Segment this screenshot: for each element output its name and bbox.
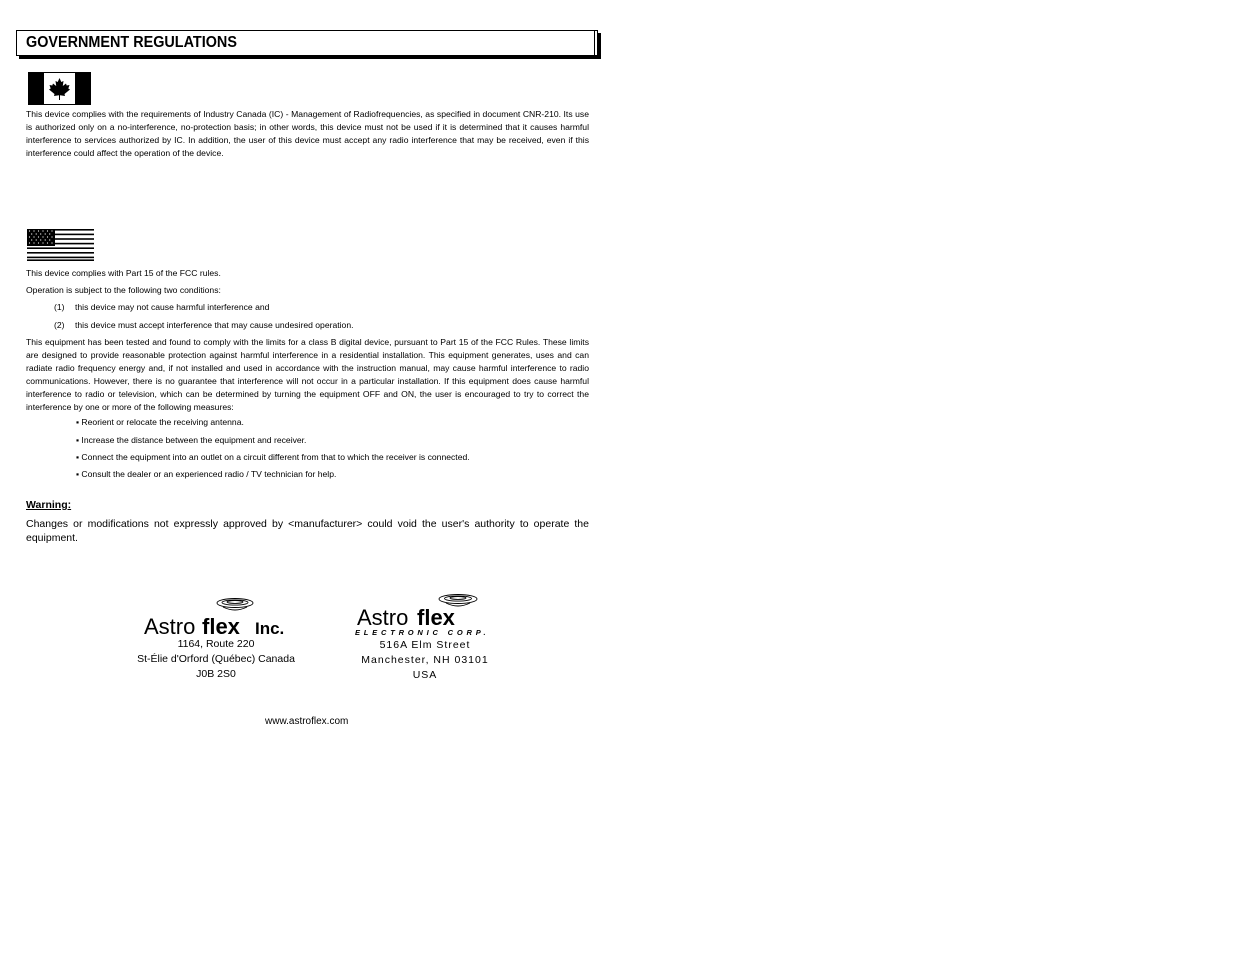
company1-address-line: 1164, Route 220 [177,638,255,650]
warning-heading: Warning: [26,499,72,511]
company2-address-line: USA [412,669,438,681]
condition-1-number: (1) [54,302,65,312]
measure-item: ▪ Connect the equipment into an outlet on a circuit different from that to which the receiver is connected. [76,452,470,462]
condition-1-text: this device may not cause harmful interference and [75,302,270,312]
fcc-line-2: Operation is subject to the following two conditions: [26,285,221,295]
logo1-text-flex: flex [202,614,240,637]
fcc-compliance-text: This equipment has been tested and found to comply with the limits for a class B digital device, pursuant to Part 15 of the FCC Rules. These limits are designed to provide reasonable protection against harmful interference in a residential installation. This equipment generates, uses and can radiate radio frequency energy and, if not installed and used in accordance with the instruction manual, may cause harmful interference to radio communications. However, there is no guarantee that interference will not occur in a particular installation. If this equipment does cause harmful interference to radio or television, which can be determined by turning the equipment OFF and ON, the user is encouraged to try to correct the interference by one or more of the following measures: [26,337,589,412]
website-link[interactable]: www.astroflex.com [265,716,349,727]
condition-2-number: (2) [54,320,65,330]
company1-address [130,637,302,682]
astroflex-electronic-corp-logo [354,593,490,639]
warning-text: Changes or modifications not expressly approved by <manufacturer> could void the user's authority to operate the equipment. [26,518,589,544]
logo2-text-flex: flex [417,605,455,630]
logo1-text-inc: Inc. [255,619,285,637]
company2-address [340,638,510,683]
logo2-subtitle: ELECTRONIC CORP. [355,628,490,637]
measure-item: ▪ Reorient or relocate the receiving antenna. [76,417,244,427]
condition-2-text: this device must accept interference that may cause undesired operation. [75,320,354,330]
logo1-text-astro: Astro [144,614,196,637]
canada-flag-icon [28,72,91,105]
section-title-box [16,30,598,56]
measure-item: ▪ Consult the dealer or an experienced radio / TV technician for help. [76,469,337,479]
usa-flag-icon [27,229,94,261]
company2-address-line: Manchester, NH 03101 [361,654,489,666]
fcc-line-1: This device complies with Part 15 of the FCC rules. [26,268,221,278]
company2-address-line: 516A Elm Street [379,639,471,651]
section-title: GOVERNMENT REGULATIONS [26,34,237,51]
company1-address-line: St-Élie d'Orford (Québec) Canada [137,653,295,665]
measure-item: ▪ Increase the distance between the equipment and receiver. [76,435,307,445]
canada-compliance-text: This device complies with the requirements of Industry Canada (IC) - Management of Radiofrequencies, as specified in document CNR-210. Its use is authorized only on a no-interference, no-protection basis; in other words, this device must not be used if it is determined that it causes harmful interference to services authorized by IC. In addition, the user of this device must accept any radio interference that may be received, even if this interference could affect the operation of the device. [26,109,589,158]
company1-address-line: J0B 2S0 [196,668,236,680]
astroflex-inc-logo [143,597,293,637]
logo2-text-astro: Astro [357,605,409,630]
